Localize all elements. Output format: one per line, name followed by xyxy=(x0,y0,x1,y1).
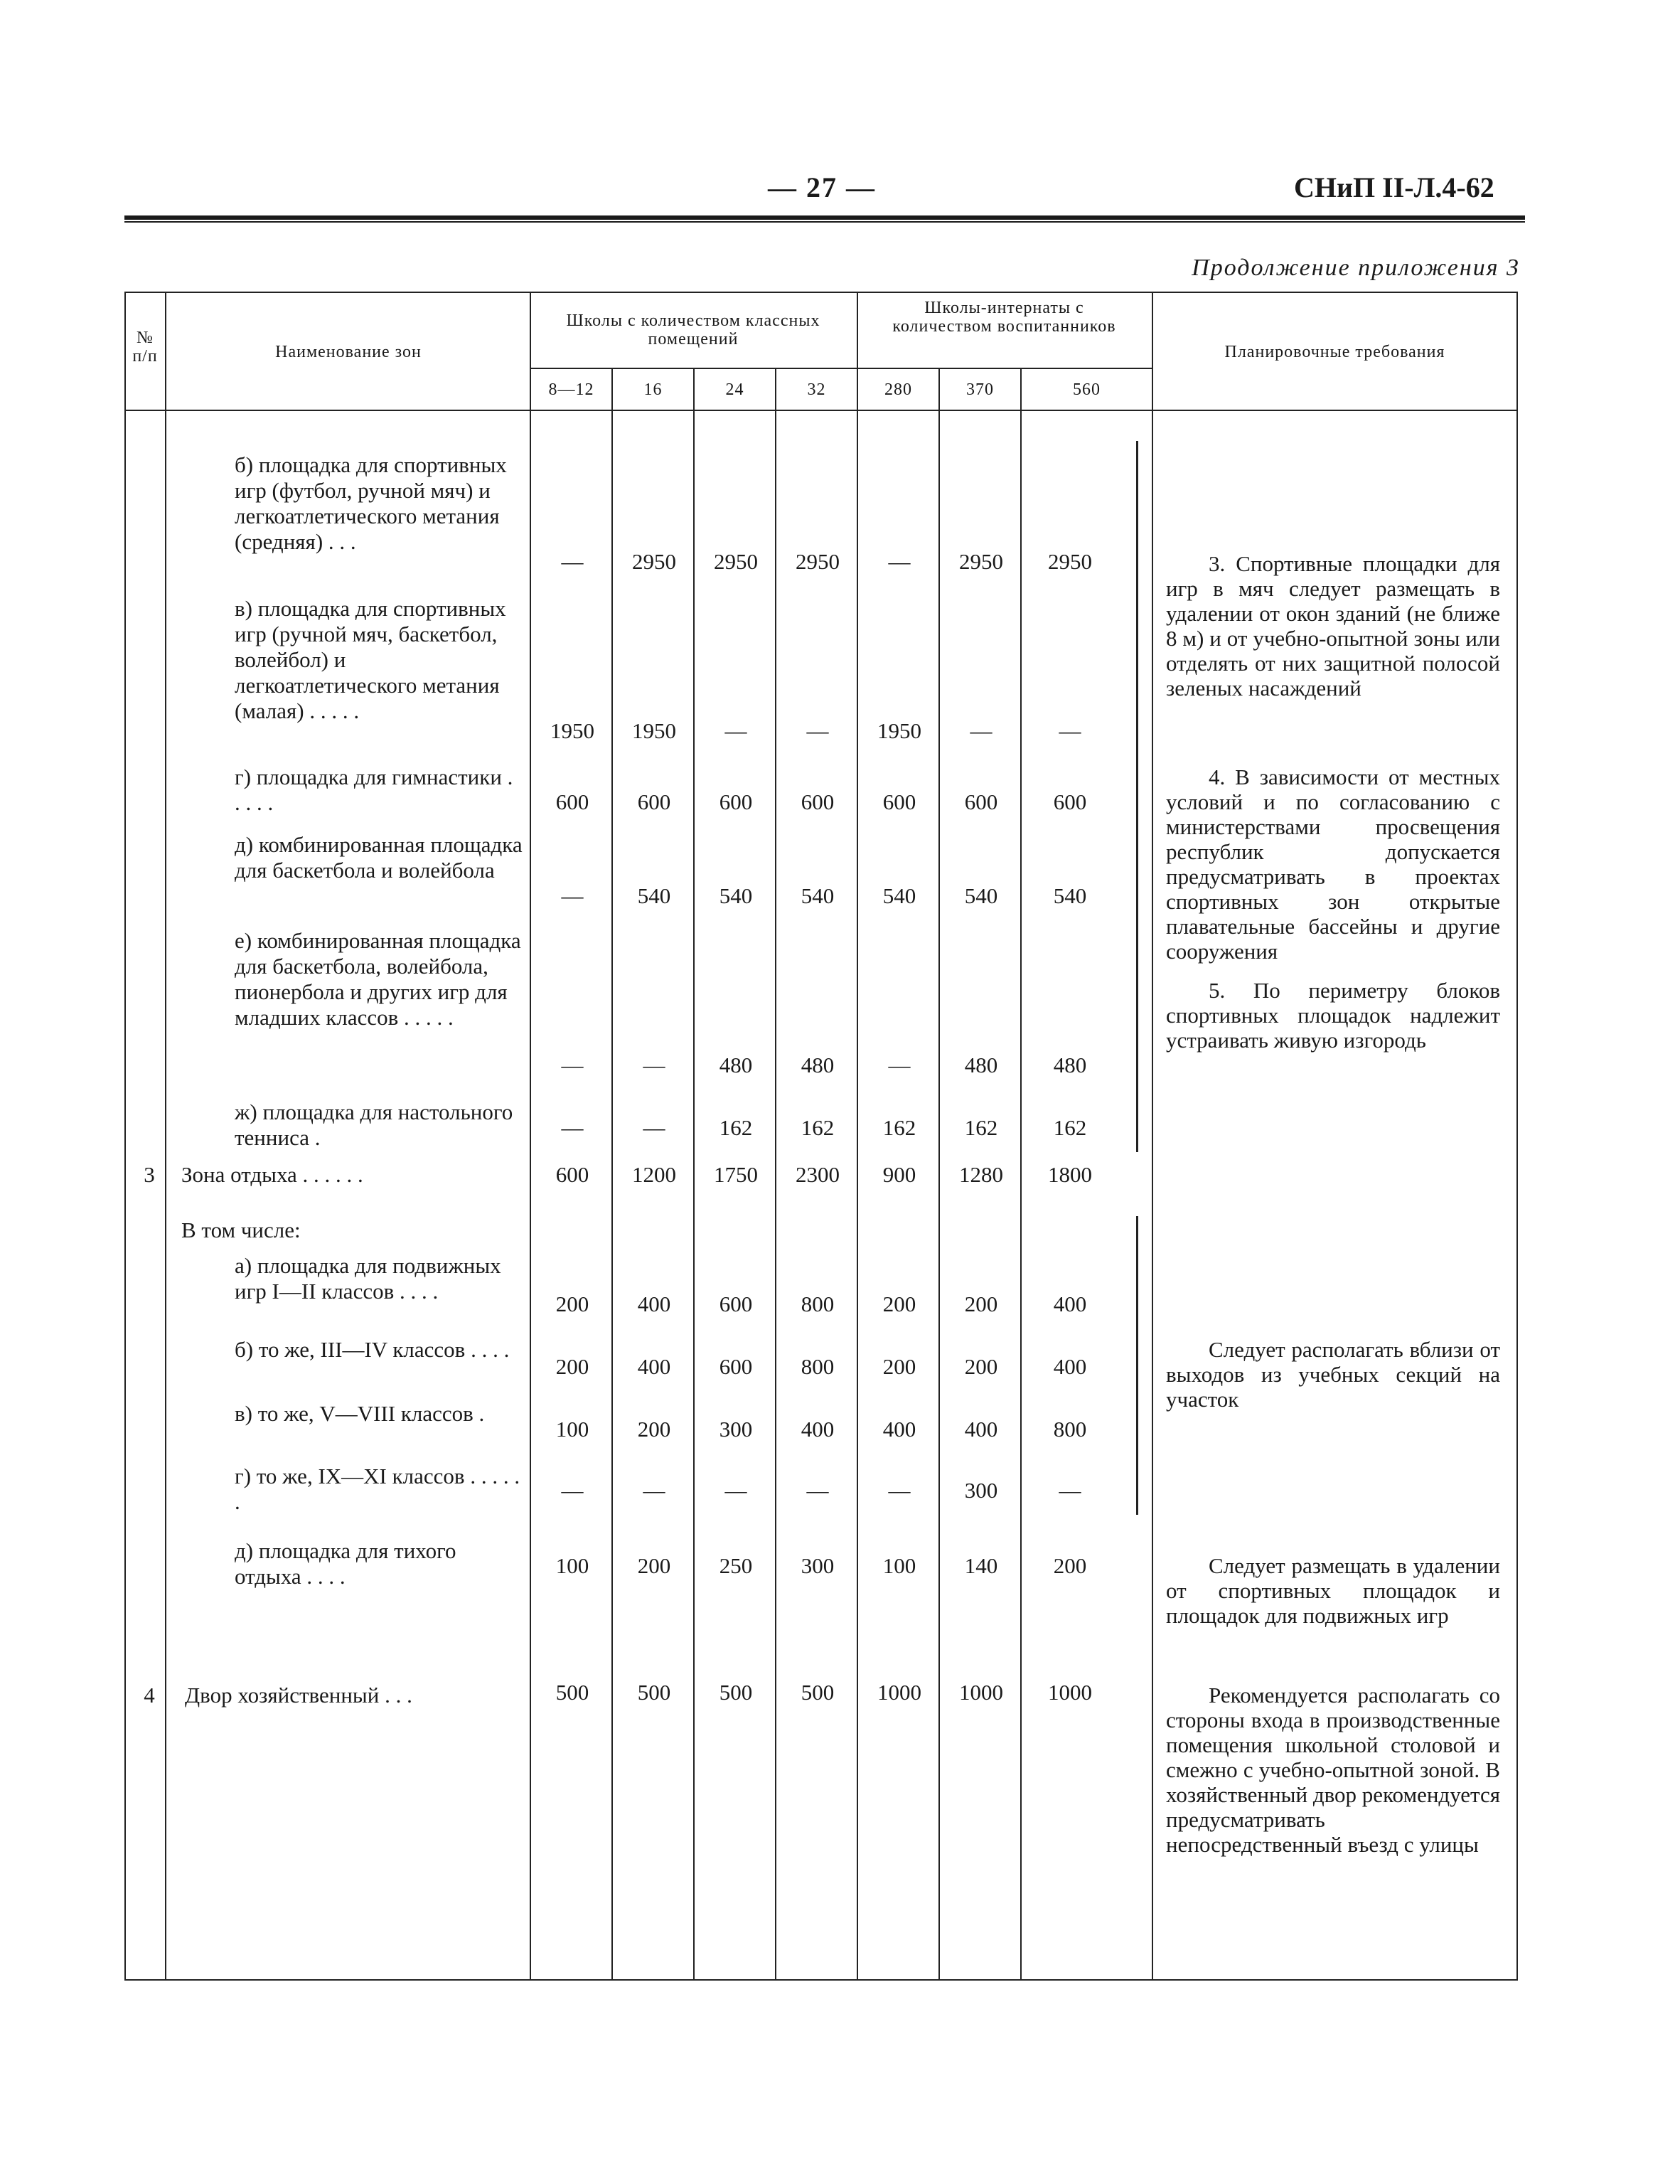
row-name-zh-tennis: ж) площадка для настольного тенниса . xyxy=(235,1099,513,1150)
value-cell: — xyxy=(561,1115,584,1140)
value-cell: 800 xyxy=(801,1291,835,1316)
value-cell: 1750 xyxy=(714,1162,758,1187)
header-name: Наименование зон xyxy=(275,343,422,361)
value-cell: — xyxy=(888,549,911,574)
value-cell: 162 xyxy=(1053,1115,1087,1140)
value-cell: 1200 xyxy=(632,1162,676,1187)
value-cell: — xyxy=(970,718,993,743)
value-cell: 600 xyxy=(964,789,998,814)
value-cell: 600 xyxy=(882,789,916,814)
brace-sports xyxy=(1136,441,1138,1152)
header-requirements: Планировочные требования xyxy=(1224,343,1445,361)
value-cell: 100 xyxy=(882,1553,916,1578)
value-cell: — xyxy=(806,1478,829,1503)
value-cell: 2950 xyxy=(714,549,758,574)
sub-header-370: 370 xyxy=(966,380,994,399)
value-cell: 1950 xyxy=(632,718,676,743)
value-cell: 162 xyxy=(882,1115,916,1140)
table-top-border xyxy=(124,292,1518,293)
row-name-g-gym: г) площадка для гимнастики . . . . . xyxy=(235,765,513,815)
value-cell: 200 xyxy=(964,1291,998,1316)
header-schools: Школы с количеством классных помещений xyxy=(566,311,820,348)
value-cell: 162 xyxy=(964,1115,998,1140)
col-border-v5 xyxy=(938,368,940,1981)
value-cell: 600 xyxy=(801,789,835,814)
col-border-values xyxy=(1152,292,1153,1981)
col-border-v3 xyxy=(775,368,776,1981)
value-cell: — xyxy=(561,883,584,908)
value-cell: 1800 xyxy=(1048,1162,1092,1187)
value-cell: 300 xyxy=(719,1417,753,1442)
value-cell: 300 xyxy=(801,1553,835,1578)
value-cell: — xyxy=(1059,718,1081,743)
header-rule-thin xyxy=(124,221,1525,223)
row-no-4: 4 xyxy=(144,1683,155,1708)
value-cell: 500 xyxy=(555,1680,589,1705)
value-cell: 200 xyxy=(637,1553,671,1578)
boarding-group-divider xyxy=(857,368,1152,369)
value-cell: 200 xyxy=(964,1354,998,1379)
page-number: — 27 — xyxy=(768,171,876,203)
value-cell: — xyxy=(561,1478,584,1503)
document-code: СНиП II-Л.4-62 xyxy=(1294,171,1494,203)
row-name-b-same: б) то же, III—IV классов . . . . xyxy=(235,1337,510,1362)
value-cell: — xyxy=(643,1478,665,1503)
value-cell: 100 xyxy=(555,1417,589,1442)
col-border-name xyxy=(530,292,531,1981)
value-cell: 200 xyxy=(882,1354,916,1379)
value-cell: — xyxy=(561,1053,584,1077)
requirement-3: 3. Спортивные площадки для игр в мяч следует размещать в удалении от окон зданий (не ближе 8 м) и от учебно-опытной зоны или отделять от них защитной полосой зеленых насаждений xyxy=(1166,551,1500,701)
value-cell: 200 xyxy=(637,1417,671,1442)
value-cell: 540 xyxy=(637,883,671,908)
value-cell: 400 xyxy=(801,1417,835,1442)
value-cell: 500 xyxy=(637,1680,671,1705)
value-cell: 1000 xyxy=(877,1680,921,1705)
value-cell: 2950 xyxy=(959,549,1003,574)
value-cell: 1950 xyxy=(550,718,594,743)
value-cell: 250 xyxy=(719,1553,753,1578)
row-name-a-active: а) площадка для подвижных игр I—II классов . . . . xyxy=(235,1253,501,1304)
requirement-rest-zone: Следует располагать вблизи от выходов из учебных секций на участок xyxy=(1166,1337,1500,1412)
value-cell: 140 xyxy=(964,1553,998,1578)
col-border-v6 xyxy=(1020,368,1022,1981)
sub-header-16: 16 xyxy=(643,380,663,399)
value-cell: — xyxy=(643,1053,665,1077)
table-header-bottom xyxy=(124,410,1518,411)
value-cell: 200 xyxy=(1053,1553,1087,1578)
value-cell: 600 xyxy=(637,789,671,814)
value-cell: 400 xyxy=(637,1291,671,1316)
value-cell: 300 xyxy=(964,1478,998,1503)
value-cell: 162 xyxy=(719,1115,753,1140)
col-border-right xyxy=(1516,292,1518,1981)
requirement-yard: Рекомендуется располагать со стороны входа в производственные помещения школьной столовой и смежно с учебно-опытной зоной. В хозяйственный двор рекомендуется предусматривать непосредственный въезд с улицы xyxy=(1166,1683,1500,1857)
col-border-v1 xyxy=(611,368,613,1981)
value-cell: 800 xyxy=(1053,1417,1087,1442)
value-cell: 900 xyxy=(882,1162,916,1187)
row-name-g-same: г) то же, IX—XI классов . . . . . . xyxy=(235,1464,520,1514)
value-cell: 400 xyxy=(882,1417,916,1442)
row-name-v-sports: в) площадка для спортивных игр (ручной мяч, баскетбол, волейбол) и легкоатлетического метания (малая) . . . . . xyxy=(235,596,506,723)
value-cell: 400 xyxy=(637,1354,671,1379)
value-cell: 1000 xyxy=(959,1680,1003,1705)
value-cell: 480 xyxy=(964,1053,998,1077)
value-cell: 400 xyxy=(964,1417,998,1442)
value-cell: 600 xyxy=(1053,789,1087,814)
value-cell: 2950 xyxy=(1048,549,1092,574)
value-cell: — xyxy=(888,1053,911,1077)
value-cell: 200 xyxy=(882,1291,916,1316)
value-cell: 1000 xyxy=(1048,1680,1092,1705)
value-cell: — xyxy=(643,1115,665,1140)
row-name-b-sports: б) площадка для спортивных игр (футбол, ручной мяч) и легкоатлетического метания (средняя) . . . xyxy=(235,452,507,554)
value-cell: 400 xyxy=(1053,1291,1087,1316)
value-cell: 600 xyxy=(719,1354,753,1379)
value-cell: — xyxy=(724,718,747,743)
sub-header-32: 32 xyxy=(807,380,826,399)
row-name-e-combined: е) комбинированная площадка для баскетбола, волейбола, пионербола и других игр для младших классов . . . . . xyxy=(235,928,521,1030)
value-cell: — xyxy=(724,1478,747,1503)
requirement-quiet-area: Следует размещать в удалении от спортивных площадок и площадок для подвижных игр xyxy=(1166,1553,1500,1628)
col-border-v4 xyxy=(857,292,858,1981)
value-cell: — xyxy=(561,549,584,574)
brace-rest xyxy=(1136,1216,1138,1515)
value-cell: 540 xyxy=(882,883,916,908)
value-cell: 2950 xyxy=(796,549,840,574)
value-cell: 200 xyxy=(555,1291,589,1316)
value-cell: — xyxy=(806,718,829,743)
value-cell: 540 xyxy=(719,883,753,908)
value-cell: 1950 xyxy=(877,718,921,743)
requirement-4: 4. В зависимости от местных условий и по согласованию с министерствами просвещения республик допускается предусматривать в проектах спортивных зон открытые плавательные бассейны и другие сооружения xyxy=(1166,765,1500,964)
row-name-yard: Двор хозяйственный . . . xyxy=(185,1683,412,1708)
value-cell: 600 xyxy=(719,789,753,814)
row-name-d-combined: д) комбинированная площадка для баскетбола и волейбола xyxy=(235,832,523,883)
value-cell: 500 xyxy=(719,1680,753,1705)
value-cell: 2300 xyxy=(796,1162,840,1187)
value-cell: 100 xyxy=(555,1553,589,1578)
value-cell: 1280 xyxy=(959,1162,1003,1187)
value-cell: 600 xyxy=(719,1291,753,1316)
header-no: № п/п xyxy=(132,329,158,366)
value-cell: 480 xyxy=(719,1053,753,1077)
sub-header-8-12: 8—12 xyxy=(548,380,594,399)
continuation-label: Продолжение приложения 3 xyxy=(1192,255,1520,281)
value-cell: 600 xyxy=(555,789,589,814)
col-border-left xyxy=(124,292,126,1981)
table-bottom-border xyxy=(124,1979,1518,1981)
row-name-including: В том числе: xyxy=(181,1218,301,1242)
value-cell: 540 xyxy=(1053,883,1087,908)
value-cell: 500 xyxy=(801,1680,835,1705)
row-name-v-same: в) то же, V—VIII классов . xyxy=(235,1401,485,1426)
row-no-3: 3 xyxy=(144,1162,155,1187)
value-cell: 162 xyxy=(801,1115,835,1140)
value-cell: 800 xyxy=(801,1354,835,1379)
sub-header-560: 560 xyxy=(1073,380,1101,399)
header-boarding: Школы-интернаты с количеством воспитанников xyxy=(892,299,1116,336)
value-cell: 480 xyxy=(801,1053,835,1077)
requirement-5: 5. По периметру блоков спортивных площадок надлежит устраивать живую изгородь xyxy=(1166,978,1500,1053)
row-name-rest-zone: Зона отдыха . . . . . . xyxy=(181,1162,363,1187)
value-cell: 540 xyxy=(801,883,835,908)
col-border-no xyxy=(165,292,166,1981)
value-cell: 2950 xyxy=(632,549,676,574)
sub-header-24: 24 xyxy=(725,380,744,399)
col-border-v2 xyxy=(693,368,695,1981)
value-cell: — xyxy=(888,1478,911,1503)
value-cell: 200 xyxy=(555,1354,589,1379)
value-cell: 600 xyxy=(555,1162,589,1187)
sub-header-280: 280 xyxy=(884,380,912,399)
value-cell: 480 xyxy=(1053,1053,1087,1077)
row-name-d-quiet: д) площадка для тихого отдыха . . . . xyxy=(235,1538,456,1589)
header-rule xyxy=(124,215,1525,220)
value-cell: 540 xyxy=(964,883,998,908)
value-cell: — xyxy=(1059,1478,1081,1503)
value-cell: 400 xyxy=(1053,1354,1087,1379)
